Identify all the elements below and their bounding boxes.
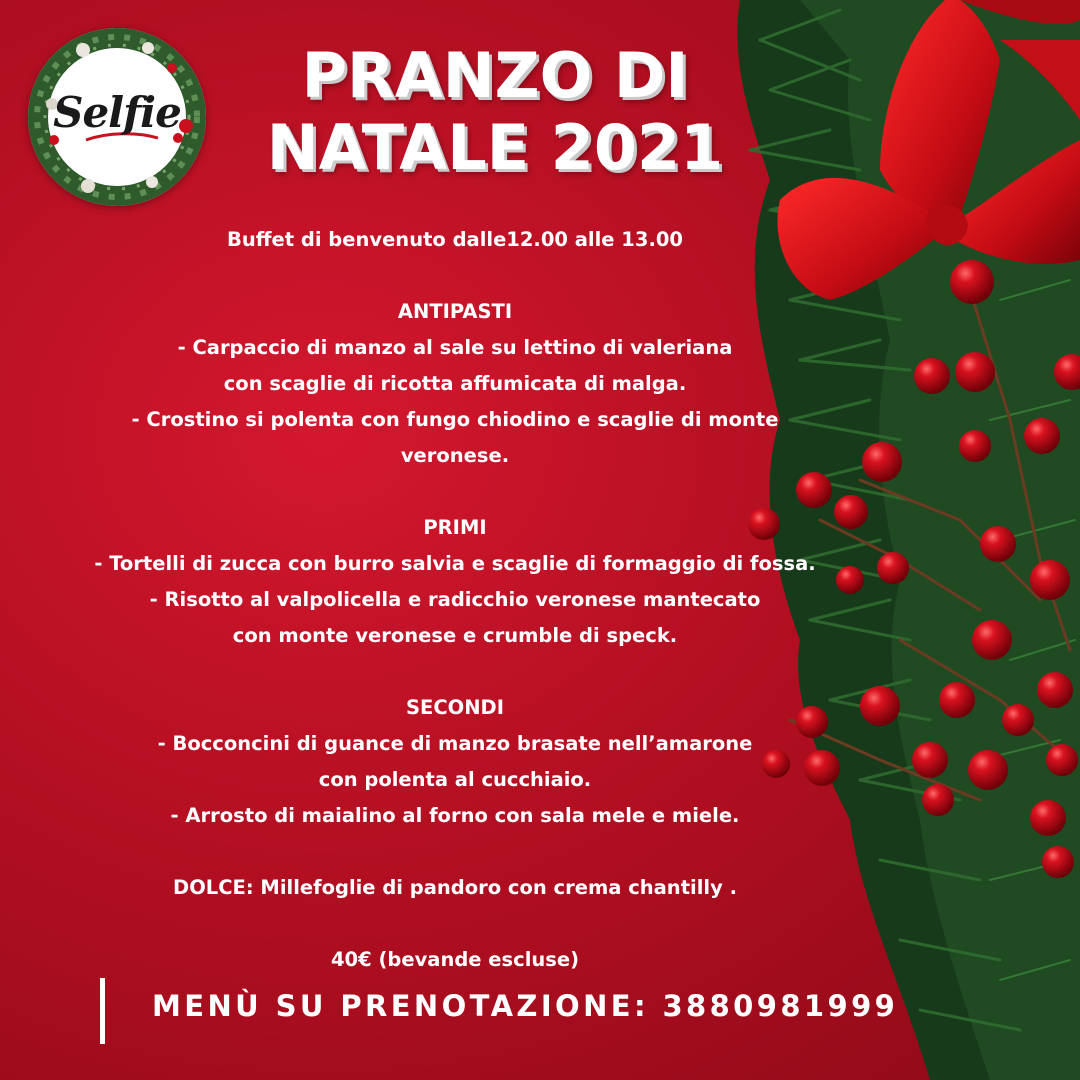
booking-banner <box>100 978 900 1044</box>
welcome-buffet: Buffet di benvenuto dalle12.00 alle 13.00 <box>227 228 683 251</box>
title-line-2: NATALE 2021 <box>266 111 724 184</box>
title-line-1: PRANZO DI <box>301 39 689 112</box>
primi-heading: PRIMI <box>423 516 487 539</box>
price-line: 40€ (bevande escluse) <box>330 948 579 971</box>
menu-line: con polenta al cucchiaio. <box>318 768 592 791</box>
menu-body <box>30 222 880 978</box>
menu-line: con monte veronese e crumble di speck. <box>232 624 678 647</box>
menu-line: - Bocconcini di guance di manzo brasate nell’amarone <box>157 732 753 755</box>
logo-brand-text: Selfie <box>53 88 181 137</box>
dolce-line: DOLCE: Millefoglie di pandoro con crema chantilly . <box>173 876 737 899</box>
booking-divider <box>100 978 105 1044</box>
selfie-logo <box>28 28 206 206</box>
secondi-heading: SECONDI <box>405 696 504 719</box>
menu-line: - Tortelli di zucca con burro salvia e scaglie di formaggio di fossa. <box>94 552 816 575</box>
page-title <box>190 40 800 184</box>
booking-phone: MENÙ SU PRENOTAZIONE: 3880981999 <box>152 989 899 1023</box>
menu-line: - Risotto al valpolicella e radicchio veronese mantecato <box>149 588 761 611</box>
menu-line: - Carpaccio di manzo al sale su lettino di valeriana <box>177 336 733 359</box>
antipasti-heading: ANTIPASTI <box>397 300 513 323</box>
menu-line: veronese. <box>400 444 510 467</box>
menu-line: - Arrosto di maialino al forno con sala mele e miele. <box>170 804 740 827</box>
menu-line: - Crostino si polenta con fungo chiodino e scaglie di monte <box>131 408 779 431</box>
menu-line: con scaglie di ricotta affumicata di malga. <box>223 372 687 395</box>
